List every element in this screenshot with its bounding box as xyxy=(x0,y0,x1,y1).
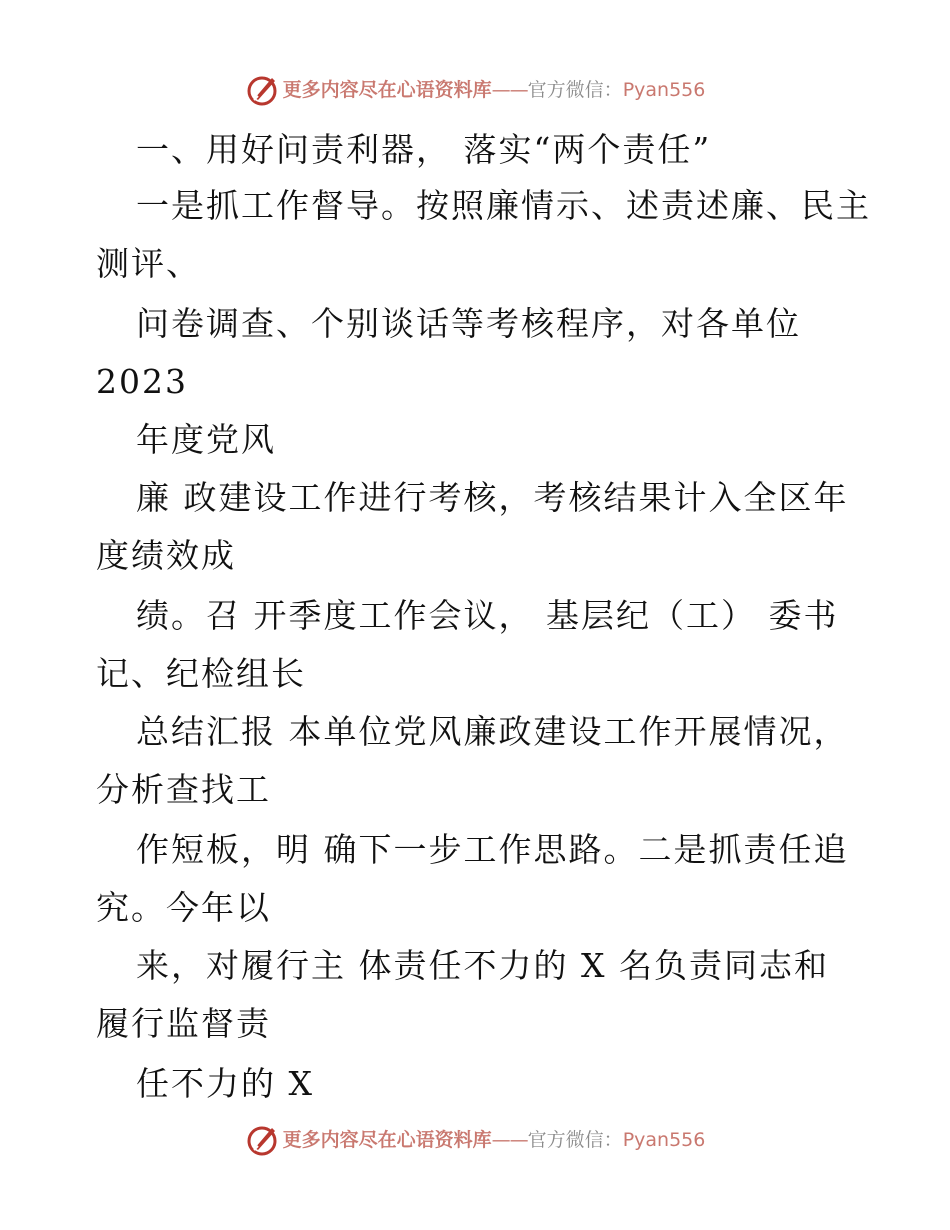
banner-official-label: 官方微信： xyxy=(527,1128,623,1151)
footer-banner xyxy=(0,1120,950,1160)
header-banner xyxy=(0,70,950,110)
paragraph-line: 绩。召 开季度工作会议， 基层纪（工） 委书 xyxy=(136,596,839,635)
banner-text xyxy=(282,78,706,101)
paragraph-line: 来，对履行主 体责任不力的 X 名负责同志和 xyxy=(136,946,829,985)
paragraph-line: 问卷调查、个别谈话等考核程序，对各单位 xyxy=(136,304,801,343)
paragraph-line: 廉 政建设工作进行考核，考核结果计入全区年 xyxy=(136,478,849,517)
paragraph-line: 作短板，明 确下一步工作思路。二是抓责任追 xyxy=(136,830,849,869)
banner-wechat-id: Pyan556 xyxy=(622,78,706,101)
banner-wechat-id: Pyan556 xyxy=(622,1128,706,1151)
paragraph-line: 记、纪检组长 xyxy=(96,654,306,693)
quill-logo-icon xyxy=(245,72,281,108)
paragraph-line: 分析查找工 xyxy=(96,770,271,809)
banner-dash: —— xyxy=(491,1128,528,1151)
paragraph-line: 2023 xyxy=(96,362,188,401)
paragraph-line: 履行监督责 xyxy=(96,1004,271,1043)
banner-text xyxy=(282,1128,706,1151)
banner-brand: 更多内容尽在心语资料库 xyxy=(282,1128,492,1151)
banner-brand: 更多内容尽在心语资料库 xyxy=(282,78,492,101)
banner-official-label: 官方微信： xyxy=(527,78,623,101)
banner-dash: —— xyxy=(491,78,528,101)
paragraph-line: 度绩效成 xyxy=(96,536,236,575)
quill-logo-icon xyxy=(245,1122,281,1158)
paragraph-line: 总结汇报 本单位党风廉政建设工作开展情况， xyxy=(136,712,849,751)
section-heading: 一、用好问责利器， 落实“两个责任” xyxy=(136,130,712,169)
paragraph-line: 年度党风 xyxy=(136,420,276,459)
paragraph-line: 究。今年以 xyxy=(96,888,271,927)
paragraph-line: 任不力的 X xyxy=(136,1064,314,1103)
paragraph-line: 一是抓工作督导。按照廉情示、述责述廉、民主 xyxy=(136,186,871,225)
paragraph-line: 测评、 xyxy=(96,244,201,283)
